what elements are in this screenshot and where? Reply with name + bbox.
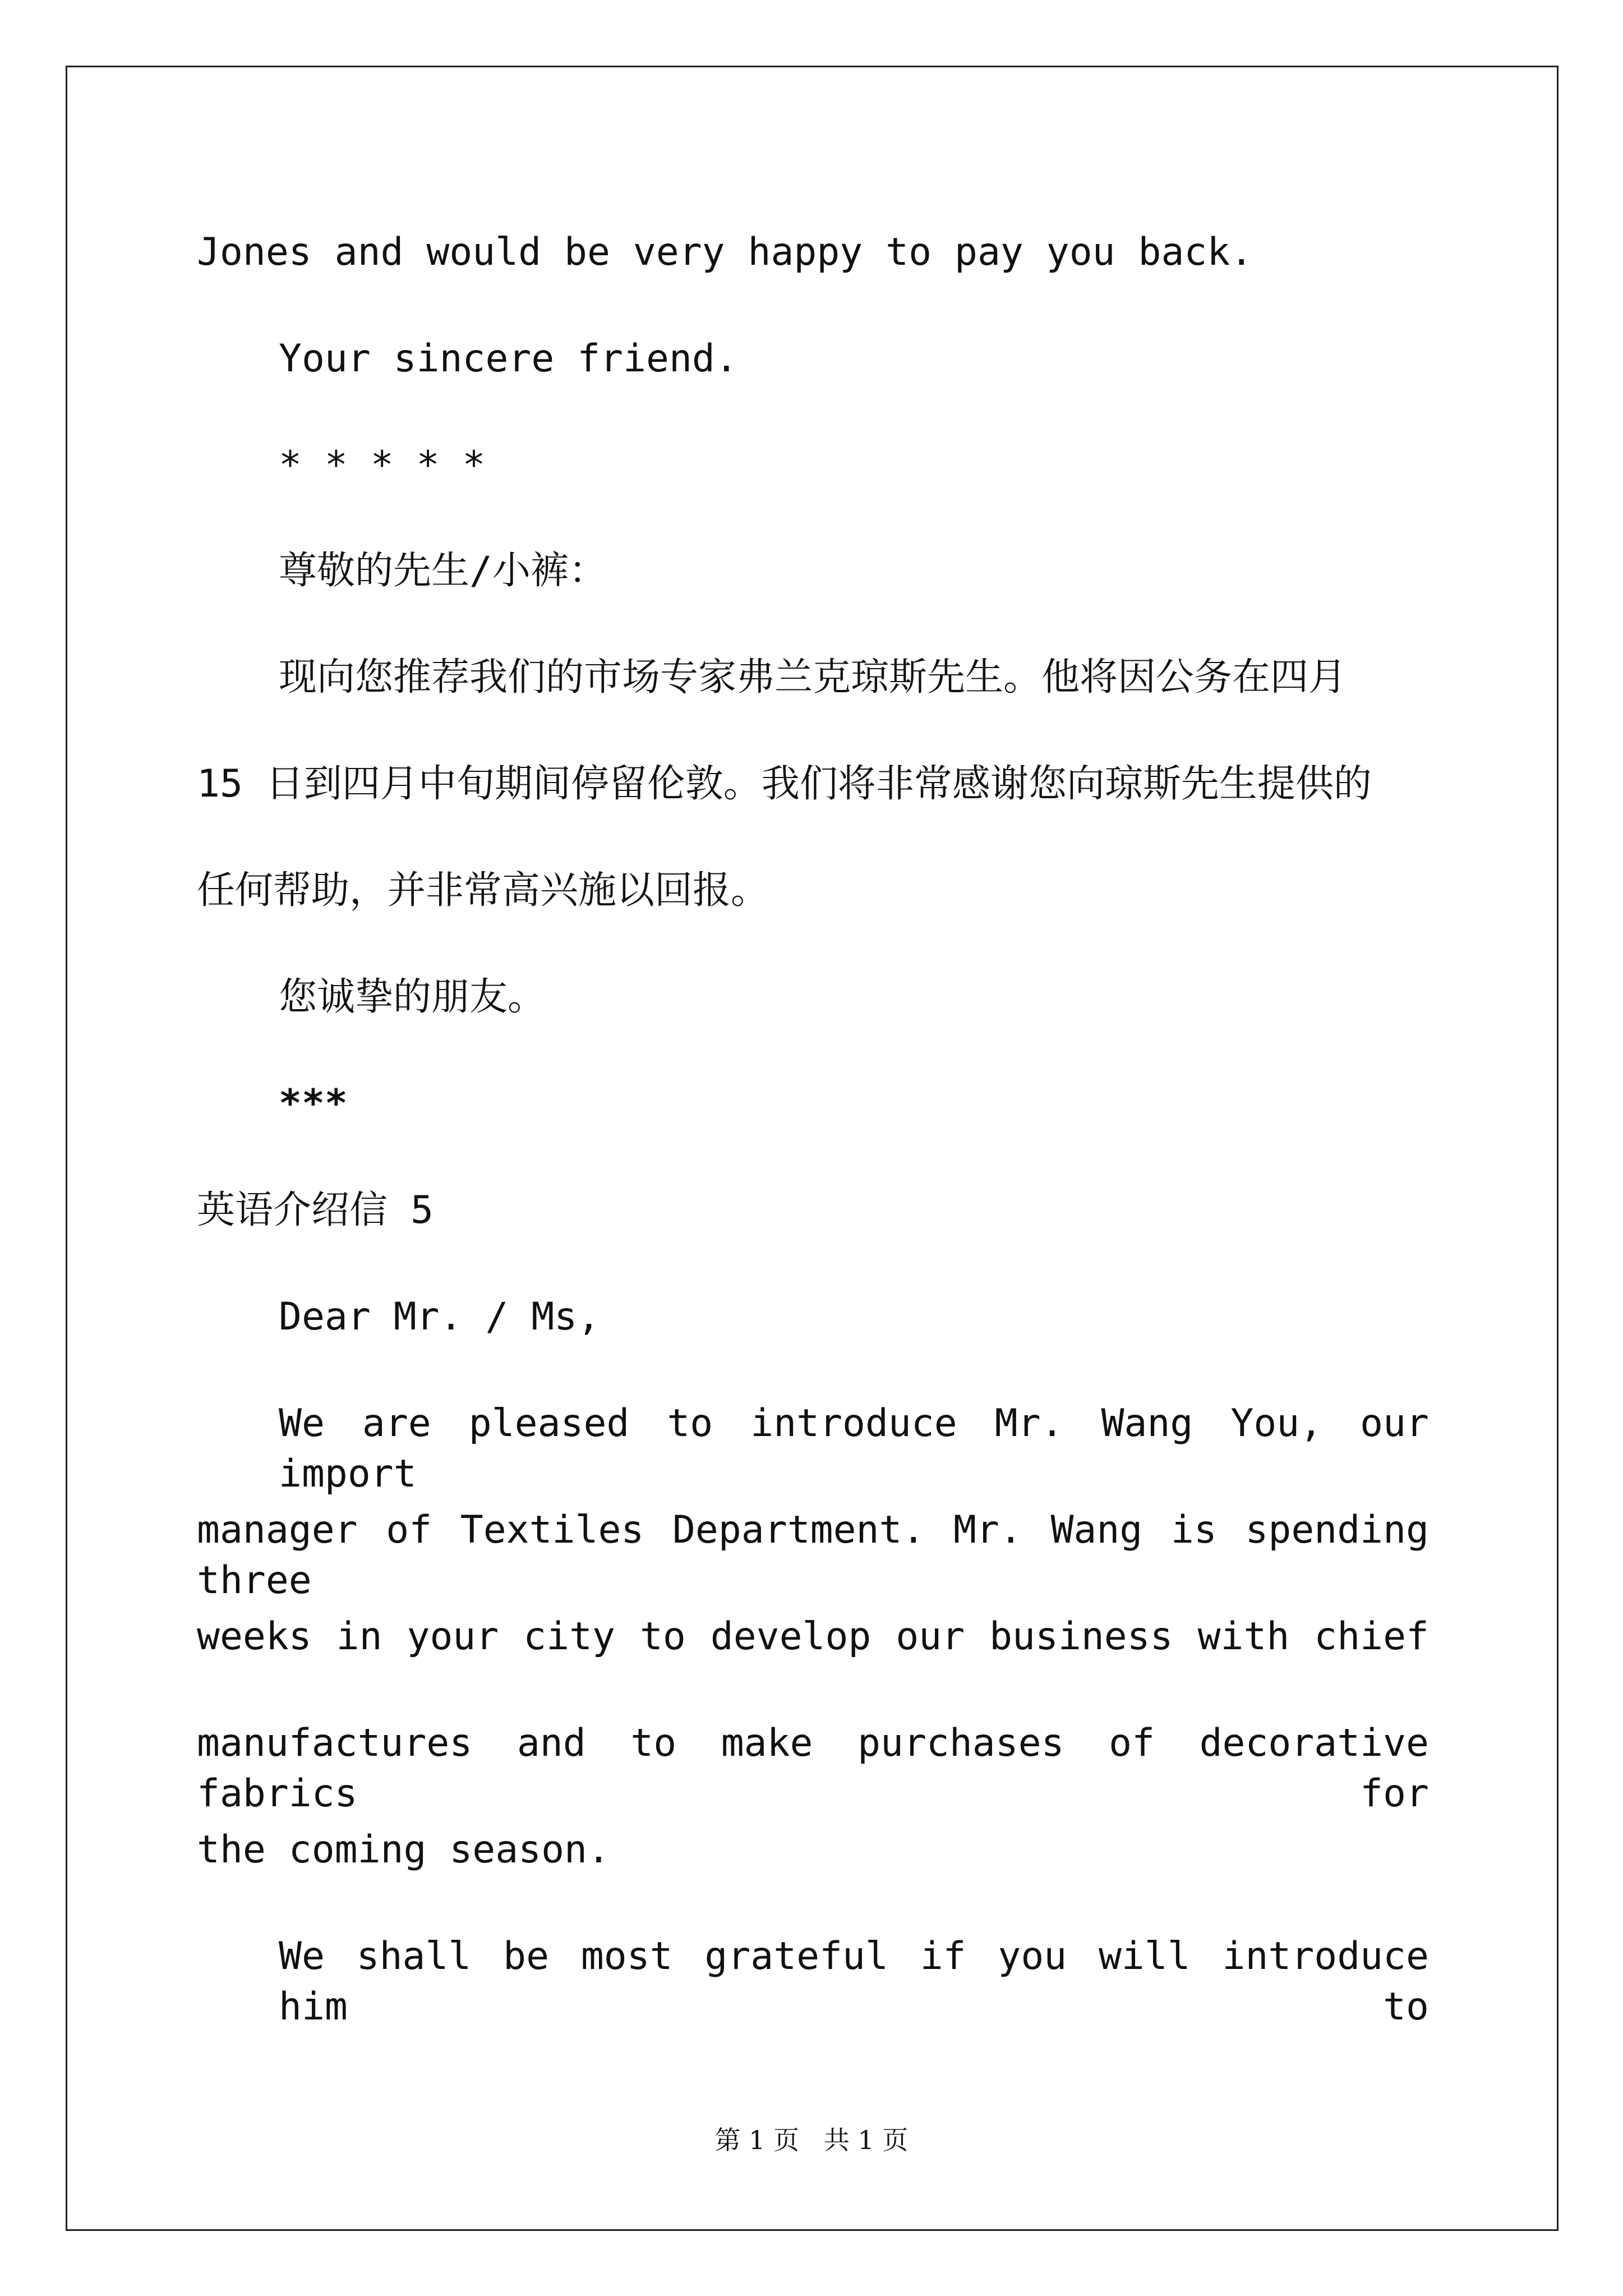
text-line: manager of Textiles Department. Mr. Wang is spending three	[197, 1508, 1429, 1603]
text-line: We shall be most grateful if you will introduce him to	[279, 1934, 1429, 2029]
text-line: * * * * *	[279, 443, 486, 487]
text-line: manufactures and to make purchases of decorative fabrics for	[197, 1721, 1429, 1816]
text-line: 现向您推荐我们的市场专家弗兰克琼斯先生。他将因公务在四月	[279, 655, 1347, 700]
text-line: 尊敬的先生/小裤：	[279, 549, 607, 593]
text-line: Your sincere friend.	[279, 337, 738, 381]
text-line: Dear Mr. / Ms,	[279, 1295, 601, 1339]
page-number-footer: 第 1 页 共 1 页	[714, 2125, 909, 2155]
text-line: ***	[279, 1082, 348, 1126]
page-frame	[66, 66, 1559, 2231]
text-line: 任何帮助，并非常高兴施以回报。	[197, 868, 769, 913]
text-line: weeks in your city to develop our business with chief	[197, 1614, 1429, 1659]
text-line: 您诚挚的朋友。	[279, 975, 546, 1019]
text-line: We are pleased to introduce Mr. Wang You, our import	[279, 1401, 1429, 1496]
section-heading: 英语介绍信 5	[197, 1188, 434, 1232]
text-line: 15 日到四月中旬期间停留伦敦。我们将非常感谢您向琼斯先生提供的	[197, 762, 1372, 806]
text-line: the coming season.	[197, 1828, 610, 1872]
text-line: Jones and would be very happy to pay you back.	[197, 230, 1253, 274]
